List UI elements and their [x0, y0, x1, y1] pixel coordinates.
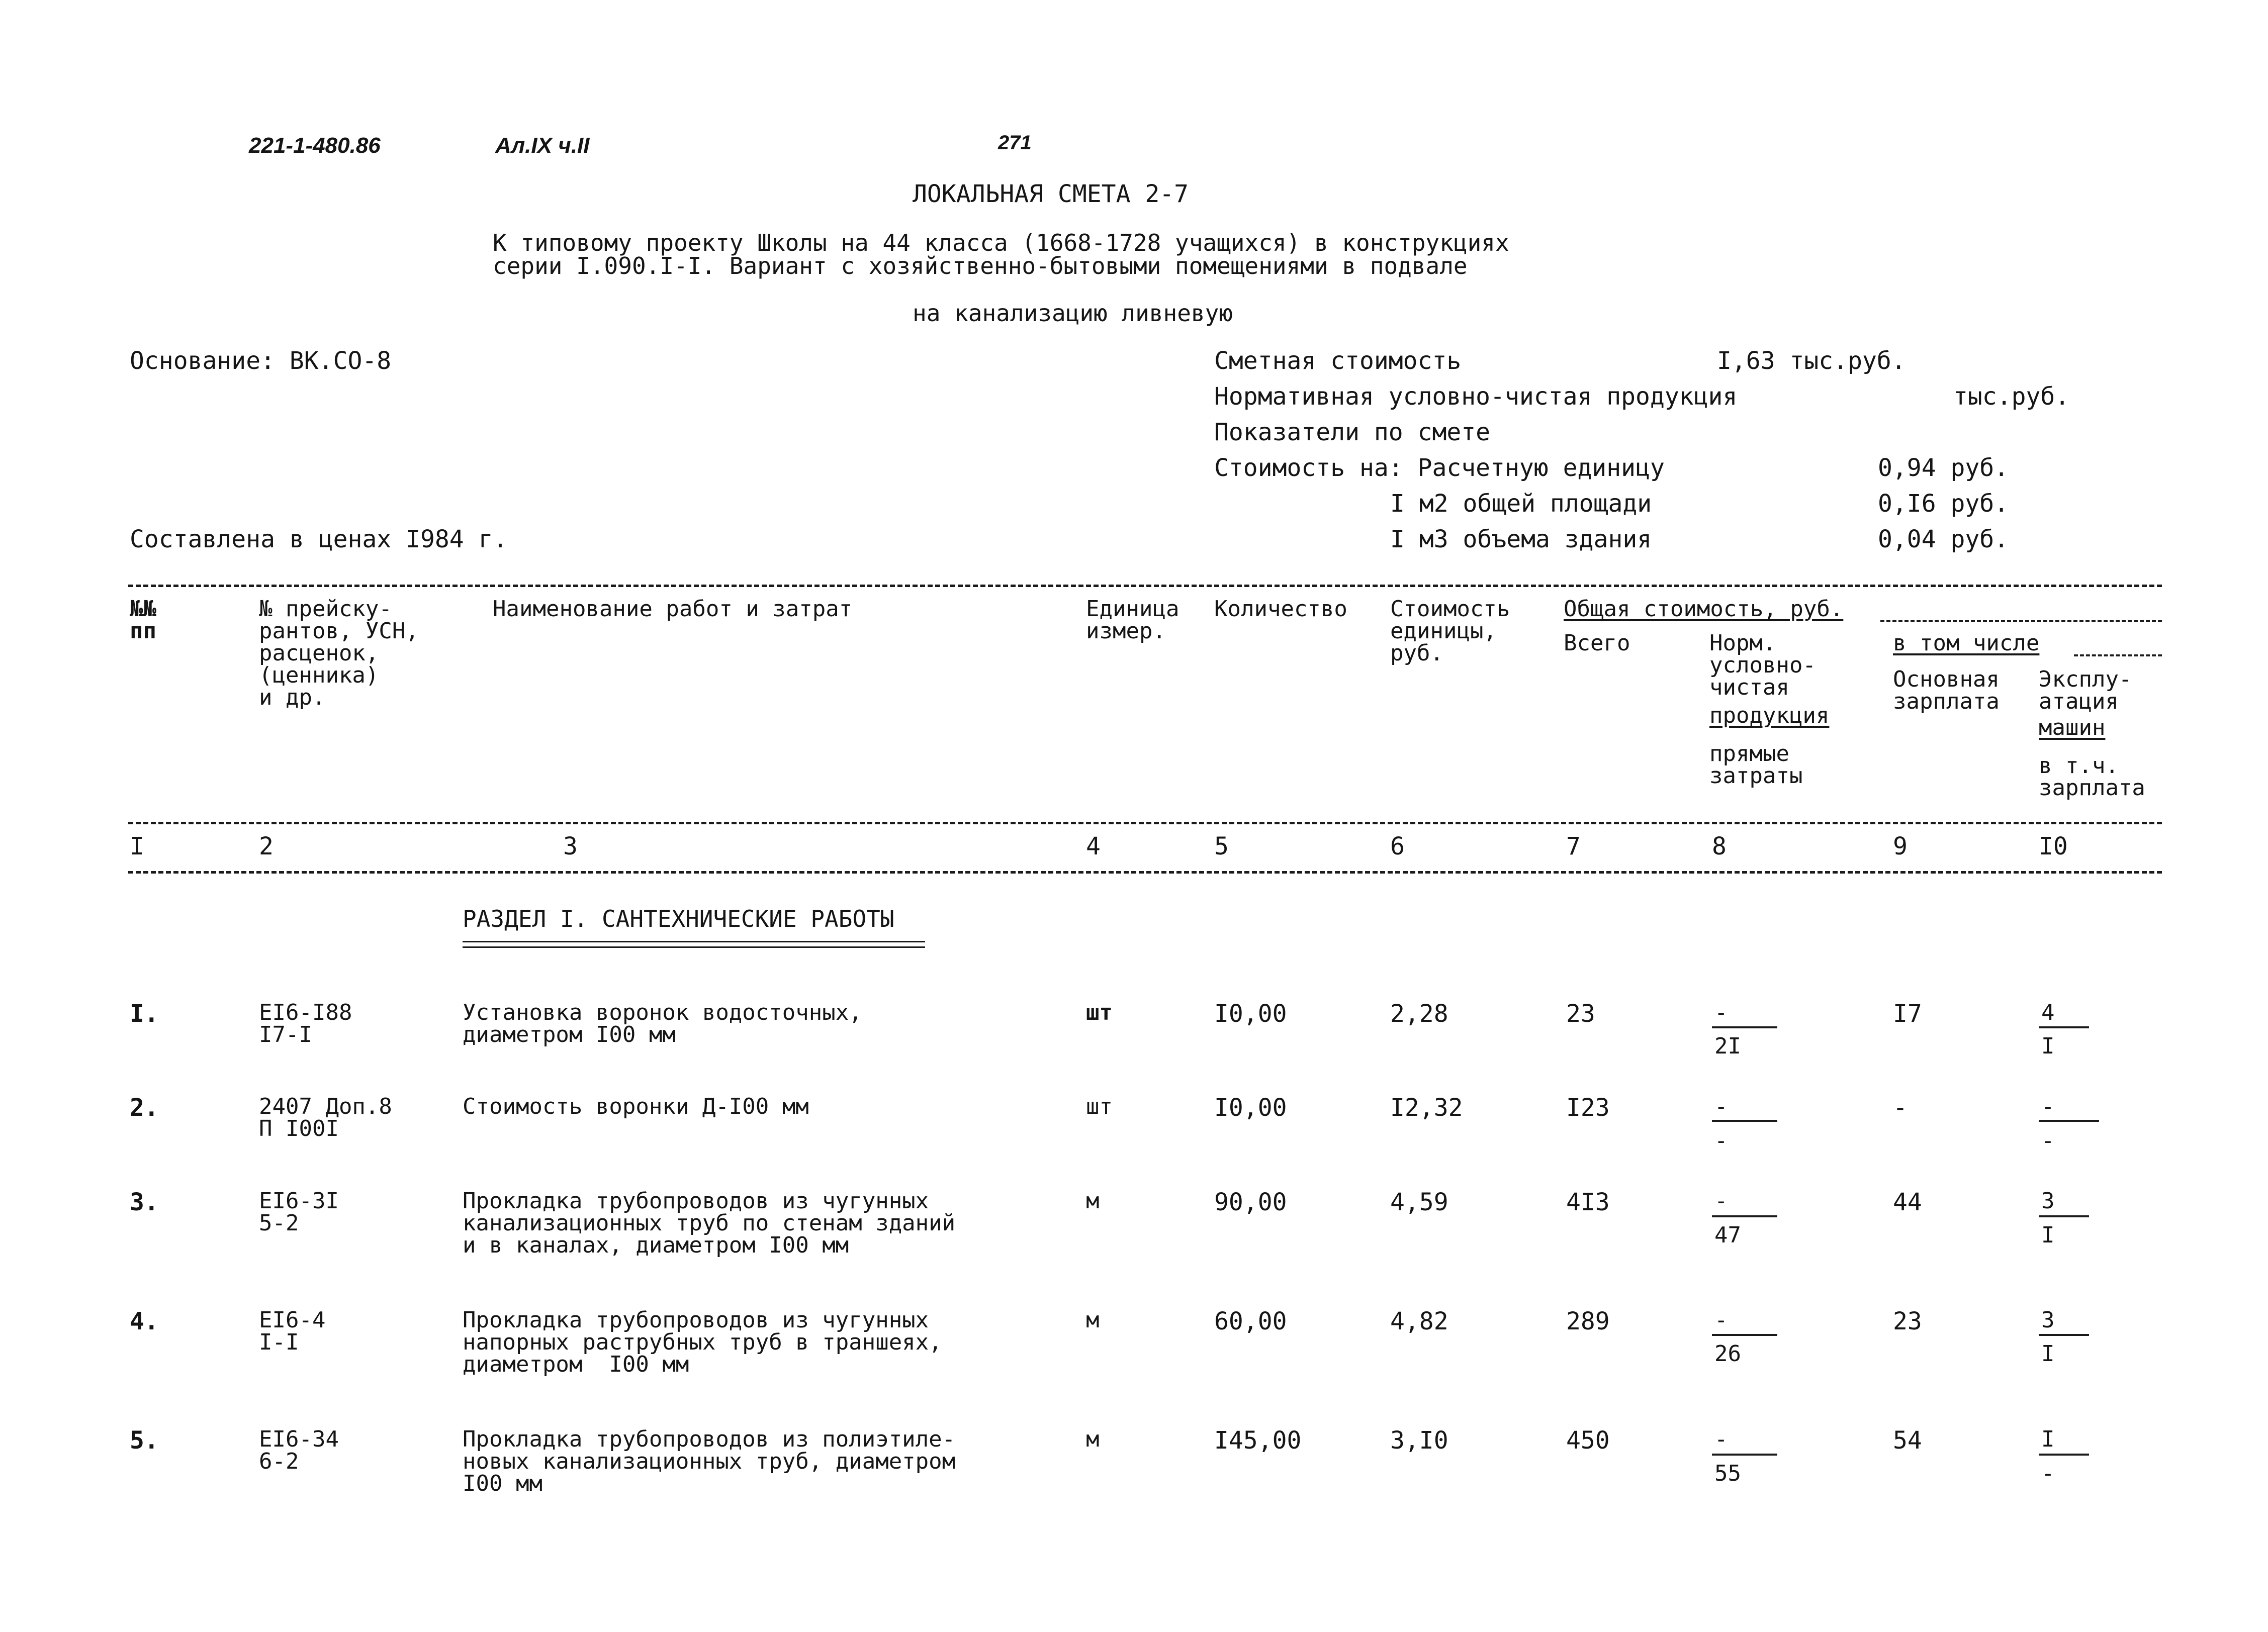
row-base-wage: 44	[1893, 1188, 1922, 1216]
row-machine-top: 3	[2041, 1188, 2055, 1214]
row-machine-bottom: -	[2041, 1461, 2055, 1486]
header-base-wage: Основная зарплата	[1893, 666, 2000, 714]
header-including-wage: в т.ч. зарплата	[2039, 753, 2145, 801]
header-bottom-rule	[128, 822, 2162, 824]
row-work-name: Установка воронок водосточных, диаметром I00 мм	[463, 1000, 862, 1047]
row-price-code: ЕI6-34 6-2	[259, 1426, 339, 1474]
page-number: 271	[998, 132, 1032, 154]
row-number: 3.	[130, 1188, 159, 1216]
header-machine-operation-underlined: машин	[2039, 715, 2106, 740]
row-unit: шт	[1086, 1000, 1113, 1025]
row-normative-bottom: 2I	[1714, 1033, 1741, 1059]
row-unit-cost: I2,32	[1390, 1094, 1463, 1122]
row-machine-top: -	[2041, 1094, 2055, 1119]
estimated-cost-value: I,63 тыс.руб.	[1717, 347, 1906, 375]
col-number-3: 3	[563, 832, 578, 860]
subtitle-line-3: на канализацию ливневую	[913, 300, 1233, 327]
row-quantity: I45,00	[1214, 1426, 1302, 1455]
row-total: 4I3	[1566, 1188, 1610, 1216]
row-price-code: ЕI6-I88 I7-I	[259, 1000, 352, 1047]
normative-product-value: тыс.руб.	[1953, 382, 2070, 411]
header-work-name: Наименование работ и затрат	[493, 596, 853, 622]
row-work-name: Стоимость воронки Д-I00 мм	[463, 1094, 809, 1119]
document-title: ЛОКАЛЬНАЯ СМЕТА 2-7	[913, 180, 1189, 208]
normative-product-label: Нормативная условно-чистая продукция	[1214, 382, 1738, 411]
row-normative-top: -	[1714, 1094, 1728, 1119]
row-unit: м	[1086, 1426, 1100, 1452]
header-row-number: №№ пп	[130, 596, 156, 644]
header-unit: Единица измер.	[1086, 596, 1180, 644]
header-total: Всего	[1564, 630, 1630, 656]
row-quantity: I0,00	[1214, 1000, 1287, 1028]
col-number-10: I0	[2039, 832, 2068, 860]
col-numbers-rule	[128, 871, 2162, 874]
col-number-4: 4	[1086, 832, 1101, 860]
cost-per-m3-label: I м3 объема здания	[1390, 525, 1652, 553]
header-including-rule	[2074, 654, 2162, 656]
prices-year-text: Составлена в ценах I984 г.	[130, 525, 508, 553]
header-top-rule	[128, 585, 2162, 587]
header-price-code: № прейску- рантов, УСН, расценок, (ценника) и др.	[259, 596, 419, 710]
row-number: I.	[130, 1000, 159, 1028]
row-normative-divider	[1712, 1454, 1777, 1456]
cost-per-m2-value: 0,I6 руб.	[1878, 490, 2009, 518]
row-machine-divider	[2039, 1215, 2089, 1217]
subtitle-line-2: серии I.090.I-I. Вариант с хозяйственно-бытовыми помещениями в подвале	[493, 252, 1468, 279]
header-direct-costs: прямые затраты	[1709, 741, 1803, 789]
header-total-cost: Общая стоимость, руб.	[1564, 596, 1844, 622]
row-unit: шт	[1086, 1094, 1113, 1119]
cost-per-unit-label: Стоимость на: Расчетную единицу	[1214, 454, 1665, 482]
row-normative-divider	[1712, 1215, 1777, 1217]
row-quantity: 60,00	[1214, 1307, 1287, 1335]
row-normative-divider	[1712, 1120, 1777, 1122]
cost-per-m3-value: 0,04 руб.	[1878, 525, 2009, 553]
row-normative-top: -	[1714, 1000, 1728, 1025]
col-number-2: 2	[259, 832, 274, 860]
cost-per-unit-value: 0,94 руб.	[1878, 454, 2009, 482]
row-base-wage: 54	[1893, 1426, 1922, 1455]
indicators-label: Показатели по смете	[1214, 418, 1491, 446]
col-number-9: 9	[1893, 832, 1908, 860]
header-machine-operation: Эксплу- атация	[2039, 666, 2132, 714]
row-unit-cost: 2,28	[1390, 1000, 1448, 1028]
basis-text: Основание: ВК.СО-8	[130, 347, 392, 375]
col-number-5: 5	[1214, 832, 1229, 860]
col-number-1: I	[130, 832, 144, 860]
row-price-code: ЕI6-4 I-I	[259, 1307, 326, 1355]
row-normative-bottom: 47	[1714, 1222, 1741, 1248]
row-base-wage: 23	[1893, 1307, 1922, 1335]
row-total: I23	[1566, 1094, 1610, 1122]
row-unit: м	[1086, 1188, 1100, 1214]
col-number-7: 7	[1566, 832, 1581, 860]
row-total: 289	[1566, 1307, 1610, 1335]
row-work-name: Прокладка трубопроводов из полиэтиле- новых канализационных труб, диаметром I00 мм	[463, 1426, 956, 1496]
row-unit-cost: 4,82	[1390, 1307, 1448, 1335]
row-number: 4.	[130, 1307, 159, 1335]
row-machine-divider	[2039, 1334, 2089, 1336]
row-unit: м	[1086, 1307, 1100, 1333]
cost-per-m2-label: I м2 общей площади	[1390, 490, 1652, 518]
row-price-code: 2407 Доп.8 П I00I	[259, 1094, 392, 1141]
header-normative-product-underlined: продукция	[1709, 703, 1830, 728]
row-machine-divider	[2039, 1120, 2099, 1122]
header-including: в том числе	[1893, 630, 2040, 656]
row-base-wage: -	[1893, 1094, 1908, 1122]
album-reference: Ал.IX ч.II	[495, 133, 590, 158]
estimated-cost-label: Сметная стоимость	[1214, 347, 1462, 375]
row-machine-bottom: I	[2041, 1222, 2055, 1248]
row-base-wage: I7	[1893, 1000, 1922, 1028]
row-quantity: 90,00	[1214, 1188, 1287, 1216]
subtitle-line-1: К типовому проекту Школы на 44 класса (1668-1728 учащихся) в конструкциях	[493, 229, 1509, 256]
row-normative-bottom: 26	[1714, 1341, 1741, 1367]
row-normative-top: -	[1714, 1307, 1728, 1333]
row-normative-bottom: -	[1714, 1128, 1728, 1154]
row-machine-top: I	[2041, 1426, 2055, 1452]
header-unit-cost: Стоимость единицы, руб.	[1390, 596, 1510, 666]
row-machine-bottom: -	[2041, 1128, 2055, 1154]
row-machine-top: 3	[2041, 1307, 2055, 1333]
row-quantity: I0,00	[1214, 1094, 1287, 1122]
row-normative-divider	[1712, 1334, 1777, 1336]
row-number: 2.	[130, 1094, 159, 1122]
row-machine-divider	[2039, 1454, 2089, 1456]
header-total-rule	[1880, 620, 2162, 622]
row-machine-top: 4	[2041, 1000, 2055, 1025]
col-number-8: 8	[1712, 832, 1727, 860]
section-title: РАЗДЕЛ I. САНТЕХНИЧЕСКИЕ РАБОТЫ	[463, 905, 894, 932]
section-title-underline	[463, 941, 925, 948]
row-normative-top: -	[1714, 1188, 1728, 1214]
row-machine-bottom: I	[2041, 1033, 2055, 1059]
row-number: 5.	[130, 1426, 159, 1455]
header-normative-product: Норм. условно- чистая	[1709, 630, 1816, 700]
row-machine-divider	[2039, 1026, 2089, 1028]
row-work-name: Прокладка трубопроводов из чугунных канализационных труб по стенам зданий и в каналах, диаметром I00 мм	[463, 1188, 956, 1258]
row-normative-bottom: 55	[1714, 1461, 1741, 1486]
row-machine-bottom: I	[2041, 1341, 2055, 1367]
row-normative-divider	[1712, 1026, 1777, 1028]
document-code: 221-1-480.86	[249, 133, 381, 158]
header-quantity: Количество	[1214, 596, 1347, 622]
row-price-code: ЕI6-3I 5-2	[259, 1188, 339, 1236]
row-total: 450	[1566, 1426, 1610, 1455]
row-unit-cost: 4,59	[1390, 1188, 1448, 1216]
col-number-6: 6	[1390, 832, 1405, 860]
row-unit-cost: 3,I0	[1390, 1426, 1448, 1455]
row-normative-top: -	[1714, 1426, 1728, 1452]
row-work-name: Прокладка трубопроводов из чугунных напорных раструбных труб в траншеях, диаметром I00 мм	[463, 1307, 942, 1377]
row-total: 23	[1566, 1000, 1595, 1028]
